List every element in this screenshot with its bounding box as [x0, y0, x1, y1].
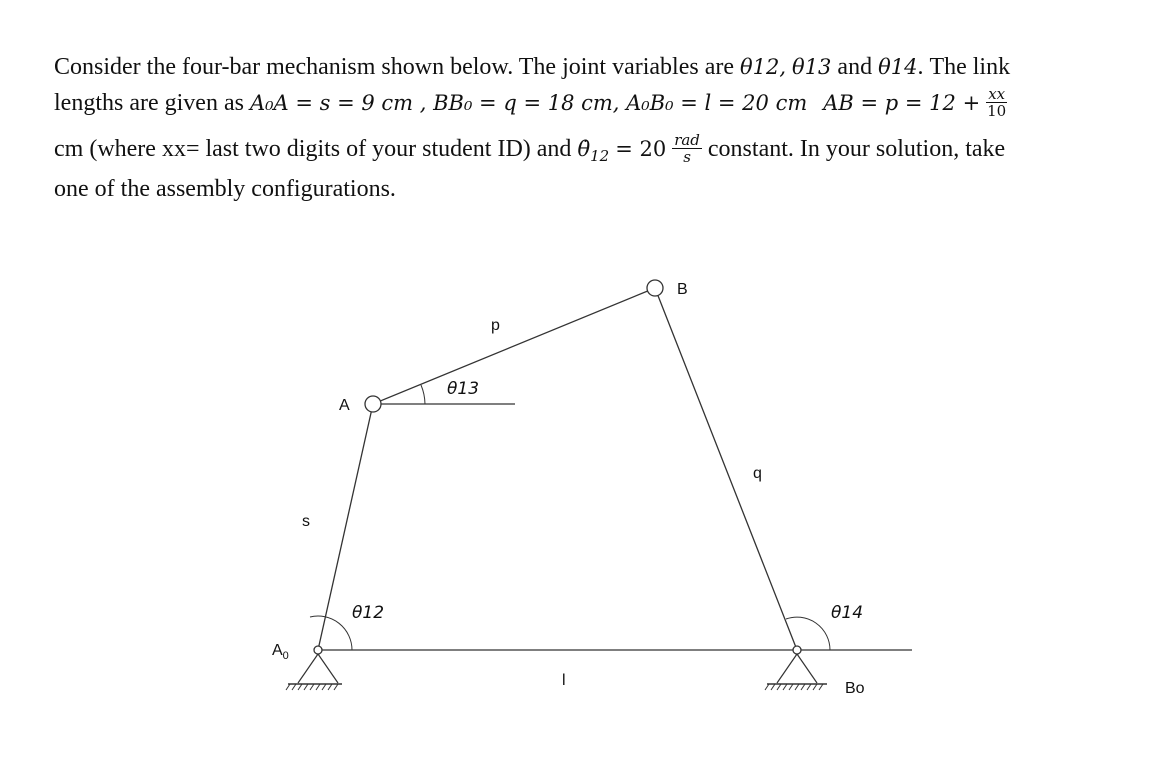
angle-arc-14: [786, 617, 830, 650]
label-b0: Bo: [845, 680, 865, 697]
theta13-symbol: θ13: [792, 55, 832, 79]
line1-end-text: . The link: [917, 54, 1011, 80]
label-theta14: θ14: [831, 603, 864, 623]
label-a0: [272, 642, 289, 662]
and-text: and: [837, 54, 873, 80]
theta12-symbol: θ12,: [740, 55, 787, 79]
angle-arc-13: [421, 385, 425, 404]
ground-support-a0: [286, 654, 342, 690]
joint-b: [647, 280, 663, 296]
joint-a0: [314, 646, 322, 654]
line3-start-text: cm (where xx= last two digits of your student ID) and: [54, 136, 572, 163]
label-b: B: [677, 281, 688, 298]
line4-text: one of the assembly configurations.: [54, 176, 396, 202]
joint-b0: [793, 646, 801, 654]
line1-text: Consider the four-bar mechanism shown below. The joint variables are: [54, 54, 734, 80]
ab-equation: AB = p = 12 +: [823, 91, 981, 116]
label-theta12: θ12: [352, 603, 385, 623]
link-p: [373, 288, 655, 404]
label-q: q: [753, 465, 762, 482]
label-theta13: θ13: [447, 379, 480, 399]
line2-start-text: lengths are given as: [54, 90, 244, 117]
label-a: A: [339, 397, 350, 414]
theta-dot-subscript: 12: [590, 147, 610, 166]
equals-20: = 20: [615, 137, 667, 162]
frac-rad-denominator: s: [683, 148, 691, 166]
theta14-symbol: θ14: [878, 55, 918, 79]
label-a0-letter: A: [272, 642, 283, 659]
frac-xx-numerator: xx: [988, 85, 1006, 103]
theta-dot: θ̇: [577, 137, 591, 162]
joint-a: [365, 396, 381, 412]
label-l: l: [562, 672, 566, 689]
label-p: p: [491, 317, 500, 334]
link-lengths-equation: A₀A = s = 9 cm , BB₀ = q = 18 cm, A₀B₀ = l = 20 cm: [249, 91, 808, 116]
label-s: s: [302, 513, 310, 530]
line3-end-text: constant. In your solution, take: [707, 136, 1006, 163]
ground-support-b0: [765, 654, 827, 690]
angle-arc-12: [310, 616, 352, 650]
link-q: [655, 288, 797, 650]
label-a0-subscript: 0: [282, 650, 289, 662]
frac-xx-denominator: 10: [987, 102, 1007, 120]
frac-rad-numerator: rad: [674, 131, 700, 149]
